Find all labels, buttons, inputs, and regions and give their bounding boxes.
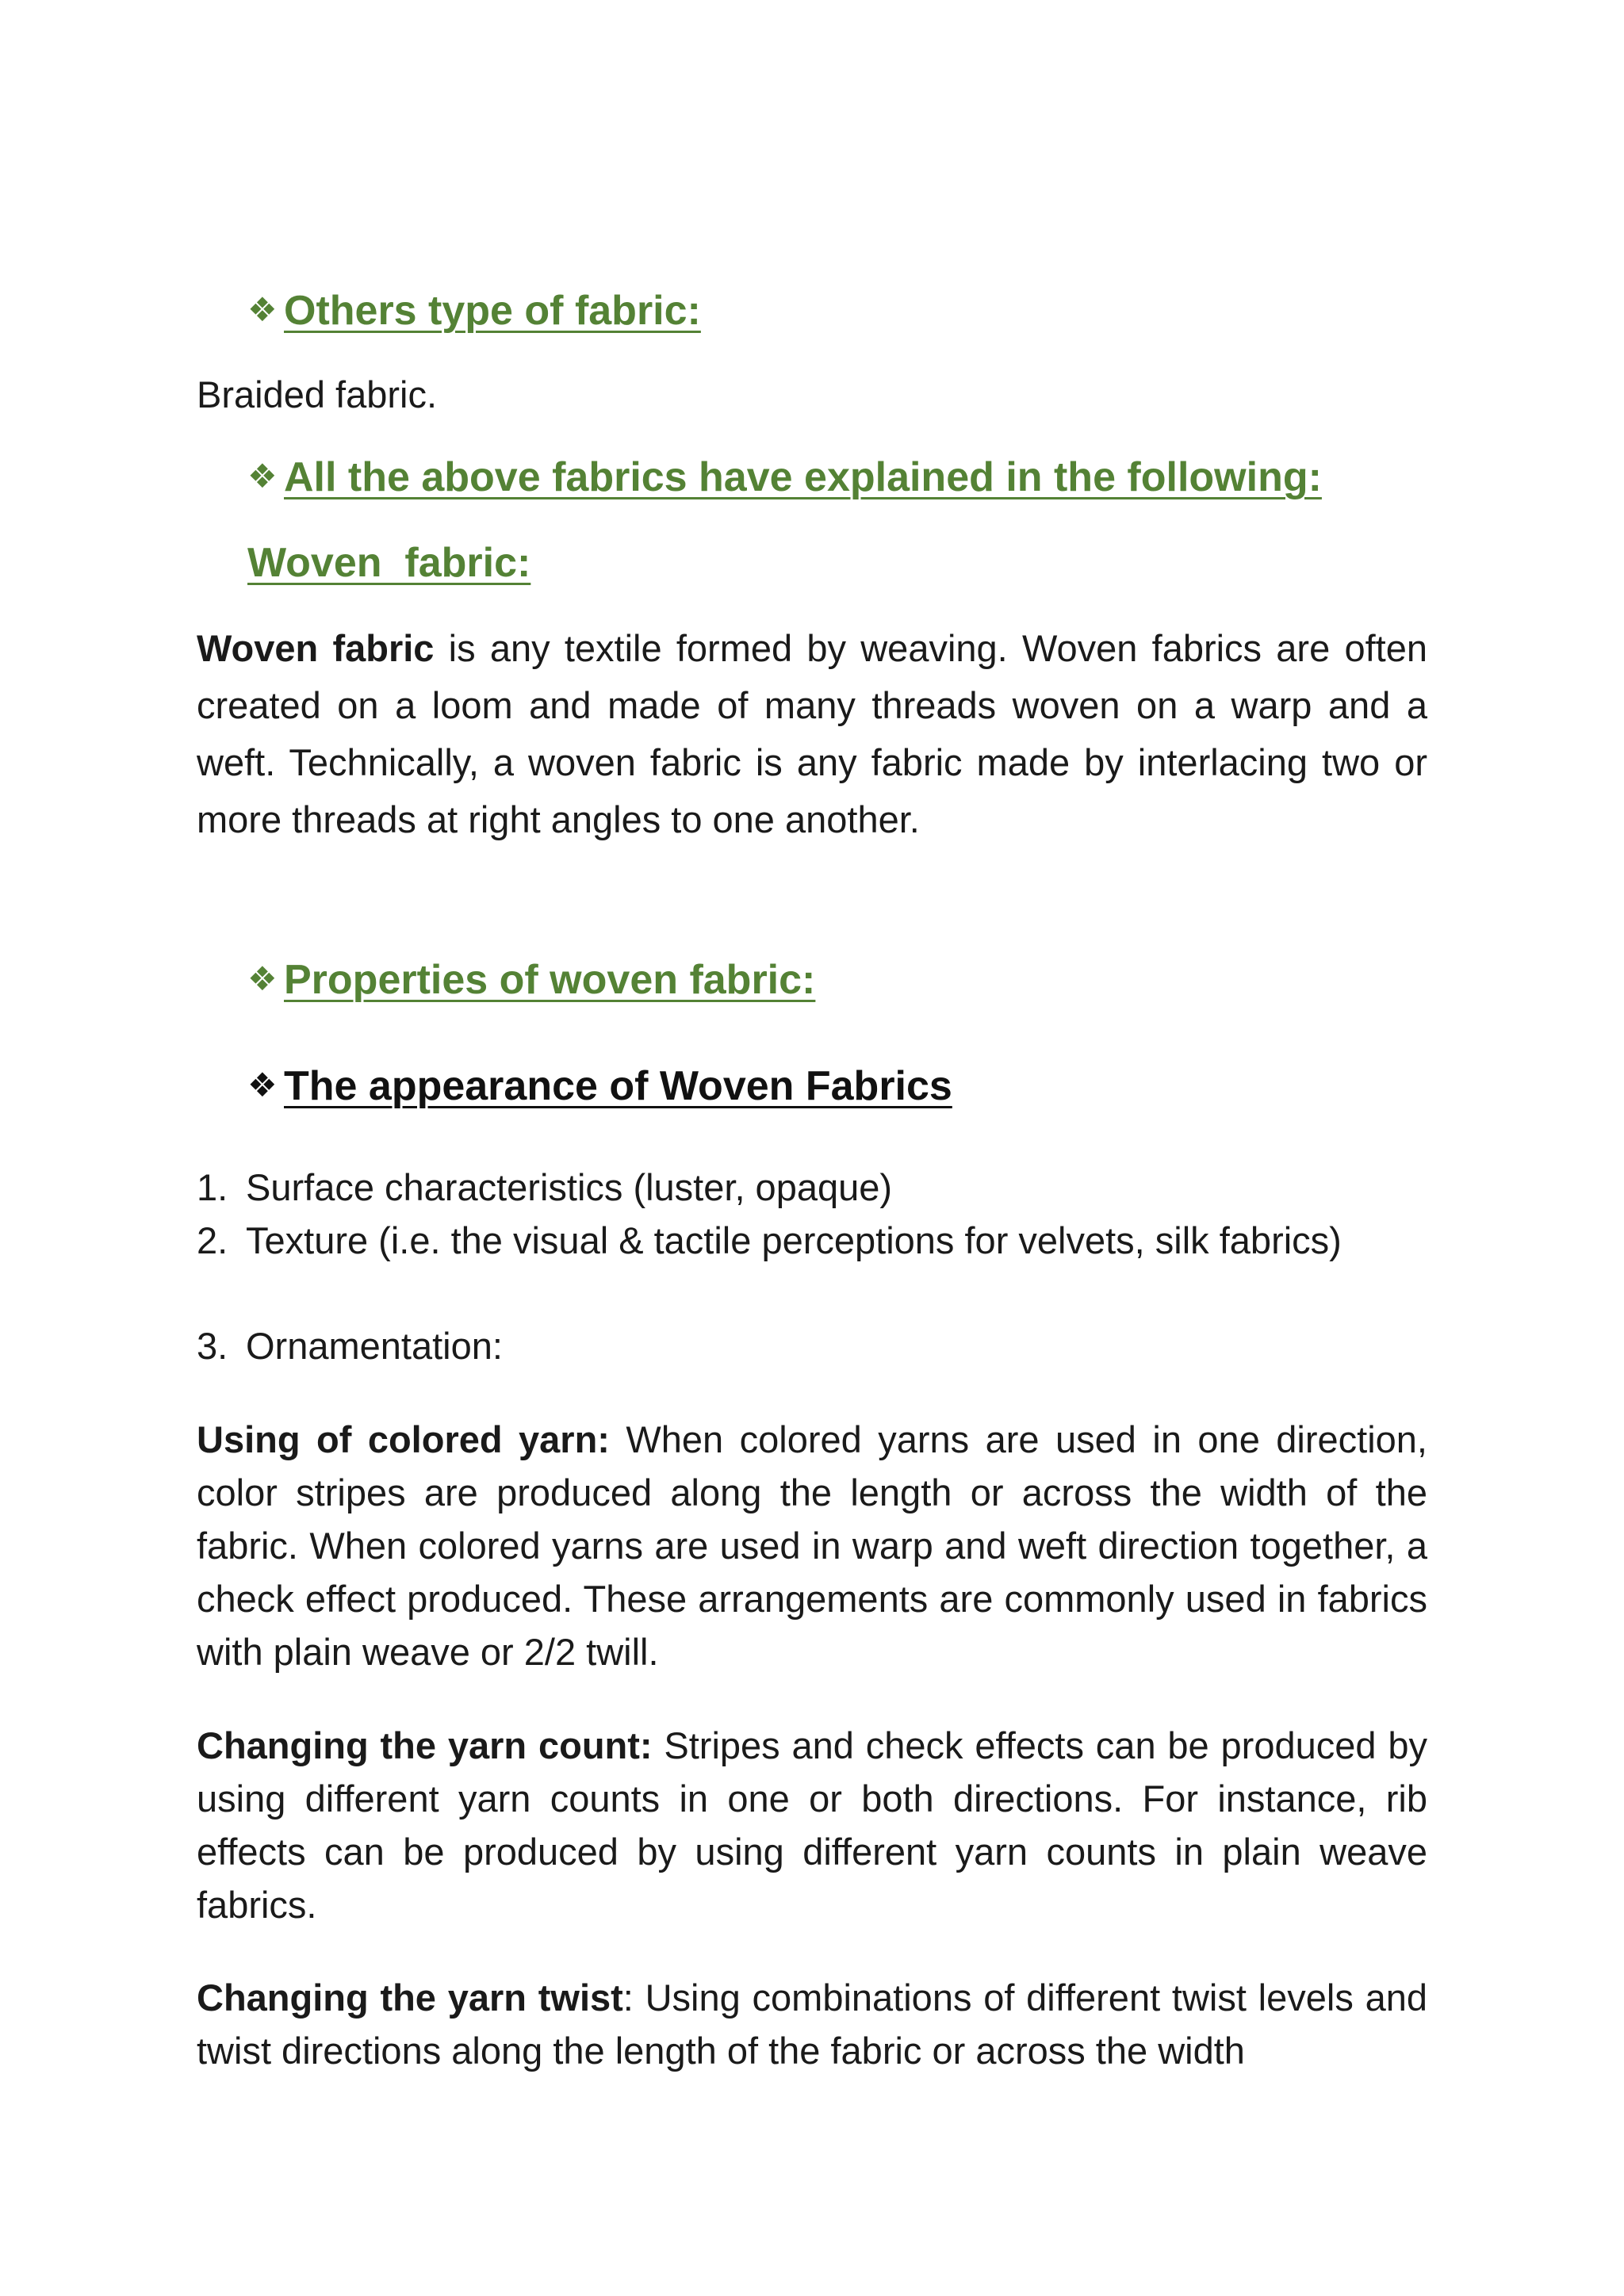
list-item [197,1324,503,1368]
yarn-twist-text: : Using combinations of different twist levels and twist directions along the length of the fabric or across the width [197,1976,1427,2072]
heading-appearance-text: The appearance of Woven Fabrics [284,1063,952,1109]
heading-all-above-text: All the above fabrics have explained in the following: [284,454,1322,500]
heading-others-type [247,287,701,335]
woven-intro-text: is any textile formed by weaving. Woven fabrics are often created on a loom and made of many threads woven on a warp and a weft. Technically, a woven fabric is any fabric made by interlacing two or more threads at right angles to one another. [197,627,1427,840]
list-item [197,1219,1342,1262]
diamond-bullet-icon: ❖ [247,457,278,495]
list-text: Surface characteristics (luster, opaque) [246,1166,893,1208]
woven-intro-bold: Woven fabric [197,627,435,669]
yarn-count-text: Stripes and check effects can be produced by using different yarn counts in one or both directions. For instance, rib effects can be produced by using different yarn counts in plain weave fabrics. [197,1724,1427,1926]
yarn-count-bold: Changing the yarn count: [197,1724,653,1766]
braided-fabric-text: Braided fabric. [197,373,438,415]
diamond-bullet-icon: ❖ [247,291,278,328]
yarn-count-paragraph [197,1719,1427,1931]
heading-all-above [247,453,1322,501]
woven-intro-paragraph [197,620,1427,848]
list-number: 1. [197,1166,228,1208]
heading-appearance [247,1062,952,1110]
list-number: 3. [197,1325,228,1367]
list-number: 2. [197,1219,228,1261]
list-text: Ornamentation: [246,1325,503,1367]
colored-yarn-paragraph [197,1413,1427,1678]
heading-properties [247,956,815,1004]
yarn-twist-paragraph [197,1971,1427,2077]
heading-others-type-text: Others type of fabric: [284,288,701,334]
list-text: Texture (i.e. the visual & tactile perceptions for velvets, silk fabrics) [246,1219,1342,1261]
list-item [197,1165,892,1209]
diamond-bullet-icon: ❖ [247,960,278,997]
yarn-twist-bold: Changing the yarn twist [197,1976,623,2019]
heading-properties-text: Properties of woven fabric: [284,957,816,1003]
colored-yarn-bold: Using of colored yarn: [197,1418,610,1460]
heading-woven-fabric: Woven fabric: [247,540,531,586]
colored-yarn-text: When colored yarns are used in one direction, color stripes are produced along the length or across the width of the fabric. When colored yarns are used in warp and weft direction together, a check effect produced. These arrangements are commonly used in fabrics with plain weave or 2/2 twill. [197,1418,1427,1673]
diamond-bullet-icon: ❖ [247,1066,278,1104]
